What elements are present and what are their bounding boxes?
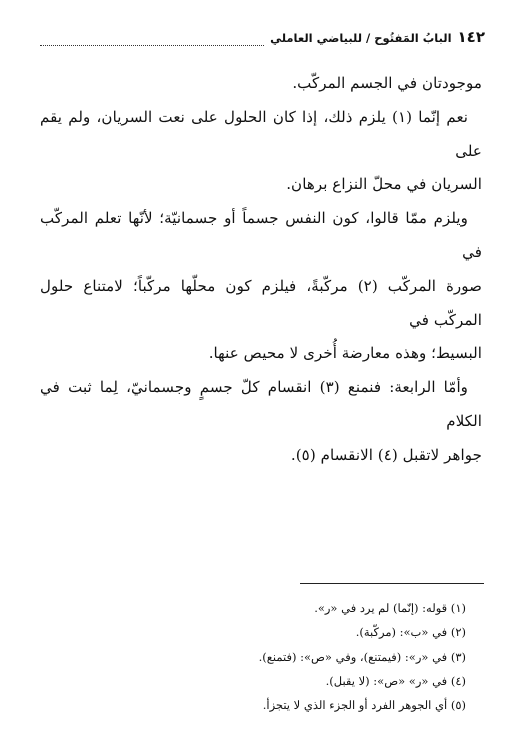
dotted-leader [40,33,264,46]
text-line: نعم إنّما (١) يلزم ذلك، إذا كان الحلول على نعت السريان، ولم يقم على [40,107,482,160]
text-line: جواهر لاتقبل (٤) الانقسام (٥). [290,445,482,464]
text-line: موجودتان في الجسم المركّب. [292,74,482,92]
text-line: السريان في محلّ النزاع برهان. [286,175,482,194]
footnote: (٤) في «ر» «ص»: (لا يقبل). [325,673,466,688]
footnote: (٥) أي الجوهر الفرد أو الجزء الذي لا يتجزأ. [262,698,466,713]
footnote: (١) قوله: (إنّما) لم يرد في «ر». [314,601,466,615]
footnote: (٣) في «ر»: (فيمتنع)، وفي «ص»: (فتمنع). [258,649,466,664]
text-line: ويلزم ممّا قالوا، كون النفس جسماً أو جسمانيّة؛ لأنّها تعلم المركّب في [40,209,482,261]
footnote: (٢) في «ب»: (مركّبة). [355,625,466,640]
page-number: ١٤٢ [457,28,485,46]
page-header [40,24,485,46]
footnotes [40,596,482,717]
footnote-divider [300,583,484,584]
text-line: البسيط؛ وهذه معارضة أُخرى لا محيص عنها. [208,344,482,363]
text-line: صورة المركّب (٢) مركّبةً، فيلزم كون محلّها مركّباً؛ لامتناع حلول المركّب في [40,276,482,329]
text-line: وأمّا الرابعة: فنمنع (٣) انقسام كلّ جسمٍ وجسمانيّ، لِما ثبت في الكلام [40,378,482,430]
running-title: البابُ المَفتُوح / للبياضي العاملي [270,31,452,45]
main-text [40,67,482,473]
